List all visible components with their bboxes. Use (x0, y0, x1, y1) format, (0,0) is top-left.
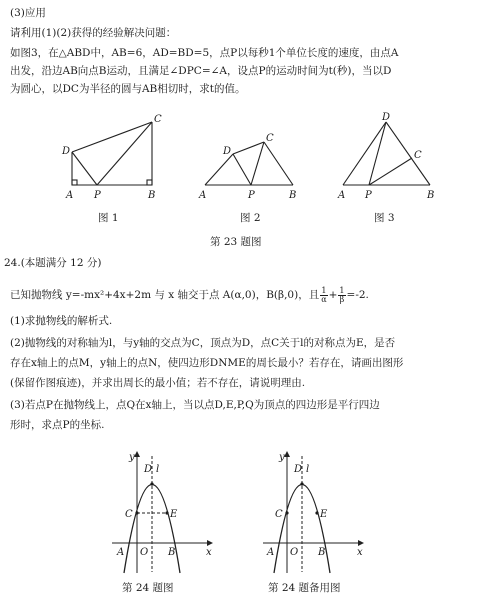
fig1-label-B: B (148, 190, 156, 201)
q24-statement-a: 已知抛物线 y=-mx²+4x+2m 与 x 轴交于点 A(α,0)，B(β,0)，且 (10, 289, 320, 301)
frac2-denominator: β (339, 294, 345, 304)
fig1-label-A: A (66, 190, 74, 201)
frac1-numerator: 1 (321, 285, 327, 295)
q24-statement (10, 284, 369, 306)
graph1-label-D: D (144, 464, 153, 475)
graph2-label-B: B (318, 547, 326, 558)
q24-part3-line2: 形时，求点P的坐标. (10, 419, 105, 431)
graph2-label-D: D (294, 464, 303, 475)
fig3-label-P: P (365, 190, 372, 201)
q24-part3-line1: (3)若点P在抛物线上，点Q在x轴上，当以点D,E,P,Q为顶点的四边形是平行四边 (10, 399, 380, 411)
figure-2-diagram (205, 142, 293, 185)
fig2-label-D: D (223, 146, 232, 157)
fig2-caption: 图 2 (240, 212, 261, 224)
fig24-backup-caption: 第 24 题备用图 (268, 582, 341, 594)
fig1-caption: 图 1 (98, 212, 119, 224)
section3-para-line1: 如图3，在△ABD中，AB=6，AD=BD=5，点P以每秒1个单位长度的速度，由点A (10, 47, 399, 59)
graph1-label-A: A (117, 547, 125, 558)
fig2-label-A: A (199, 190, 207, 201)
fig2-label-C: C (266, 133, 274, 144)
section3-para-line3: 为圆心，以DC为半径的圆与AB相切时，求t的值。 (10, 83, 246, 95)
frac1-denominator: α (321, 294, 327, 304)
q24-part2-line1: (2)抛物线的对称轴为l，与y轴的交点为C，顶点为D，点C关于l的对称点为E，是否 (10, 337, 396, 349)
figure-1-diagram (72, 122, 152, 185)
graph1-label-C: C (125, 509, 133, 520)
figure-24-graphs (0, 448, 479, 578)
graph1-label-x: x (206, 547, 212, 558)
fraction-1-over-beta (338, 287, 345, 304)
fig23-title: 第 23 题图 (210, 236, 262, 248)
section3-heading: (3)应用 (10, 7, 46, 19)
fig1-label-C: C (154, 114, 162, 125)
plus-sign: + (328, 289, 338, 301)
graph2-label-O: O (290, 547, 299, 558)
section3-para-line2: 出发，沿边AB向点B运动，且满足∠DPC=∠A，设点P的运动时间为t(秒)，当以D (10, 65, 392, 77)
graph2-label-C: C (275, 509, 283, 520)
fig3-label-D: D (382, 112, 391, 123)
section3-intro: 请利用(1)(2)获得的经验解决问题： (10, 27, 177, 39)
q24-part1: (1)求抛物线的解析式. (10, 315, 113, 327)
graph2-label-x: x (357, 547, 363, 558)
graph1-label-O: O (140, 547, 149, 558)
graph1-label-E: E (170, 509, 178, 520)
graph2-label-E: E (320, 509, 328, 520)
fig2-label-P: P (248, 190, 255, 201)
graph1-label-y: y (129, 452, 135, 463)
frac2-numerator: 1 (339, 285, 345, 295)
fig1-label-D: D (62, 146, 71, 157)
q24-part2-line2: 存在x轴上的点M，y轴上的点N，使四边形DNME的周长最小？若存在，请画出图形 (10, 357, 404, 369)
fig2-label-B: B (289, 190, 297, 201)
fraction-1-over-alpha (320, 287, 327, 304)
graph1-label-l: l (156, 464, 160, 475)
q24-header: 24.(本题满分 12 分) (4, 257, 102, 269)
graph1-label-B: B (168, 547, 176, 558)
graph2-label-y: y (279, 452, 285, 463)
q24-statement-b: =-2. (346, 289, 369, 301)
fig3-label-C: C (414, 150, 422, 161)
graph2-label-A: A (267, 547, 275, 558)
q24-part2-line3: (保留作图痕迹)，并求出周长的最小值；若不存在，请说明理由. (10, 377, 306, 389)
fig1-label-P: P (94, 190, 101, 201)
fig3-label-B: B (427, 190, 435, 201)
fig24-caption: 第 24 题图 (122, 582, 174, 594)
fig3-caption: 图 3 (374, 212, 395, 224)
figure-23-diagrams (0, 110, 479, 222)
fig3-label-A: A (338, 190, 346, 201)
graph2-label-l: l (306, 464, 310, 475)
